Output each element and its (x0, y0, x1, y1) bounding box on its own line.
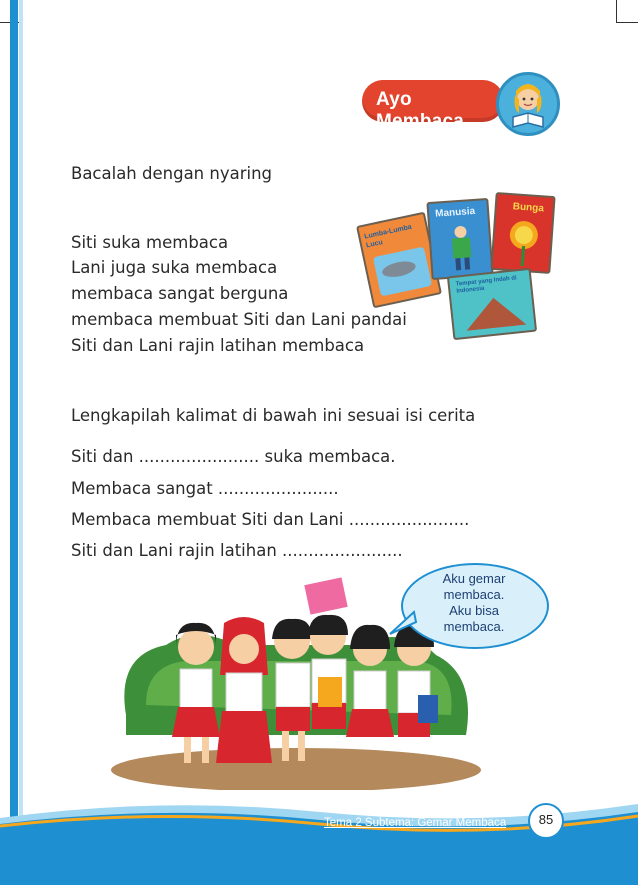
footer-caption: Tema 2 Subtema: Gemar Membaca (324, 817, 507, 829)
story-line: Siti suka membaca (71, 233, 229, 252)
margin-bar (10, 0, 18, 885)
speech-line: Aku gemar (442, 571, 506, 586)
story-line: membaca sangat berguna (71, 284, 289, 303)
speech-line: membaca. (443, 619, 505, 634)
book-title: Manusia (434, 205, 476, 220)
book-title: Lumba-Lumba Lucu (363, 223, 413, 250)
margin-bar-light (19, 0, 23, 885)
reading-girl-icon (496, 72, 560, 136)
book-flower (490, 192, 555, 274)
speech-line: membaca. (443, 587, 505, 602)
story-line: membaca membuat Siti dan Lani pandai (71, 310, 407, 329)
speech-line: Aku bisa (449, 603, 499, 618)
book-mountain (447, 268, 537, 340)
exercise-sentence: Siti dan Lani rajin latihan ....................... (71, 541, 403, 560)
book-title: Tempat yang Indah di Indonesia (455, 275, 517, 295)
page-number: 85 (538, 812, 554, 827)
crop-mark-tr-v (616, 0, 617, 22)
crop-mark-tr-h (616, 22, 638, 23)
section-badge-label: Ayo Membaca (376, 89, 464, 132)
exercise-sentence: Membaca membuat Siti dan Lani ....................... (71, 510, 470, 529)
reading-girl-icon-art (499, 75, 557, 133)
book-human (426, 198, 493, 280)
exercise-sentence: Siti dan ....................... suka membaca. (71, 447, 396, 466)
story-line: Siti dan Lani rajin latihan membaca (71, 336, 365, 355)
section-badge (362, 80, 504, 132)
reading-instruction: Bacalah dengan nyaring (71, 164, 273, 183)
story-line: Lani juga suka membaca (71, 258, 278, 277)
exercise-sentence: Membaca sangat ....................... (71, 479, 339, 498)
speech-bubble-text (414, 571, 534, 635)
exercise-instruction: Lengkapilah kalimat di bawah ini sesuai isi cerita (71, 406, 476, 425)
book-title: Bunga (512, 201, 545, 215)
